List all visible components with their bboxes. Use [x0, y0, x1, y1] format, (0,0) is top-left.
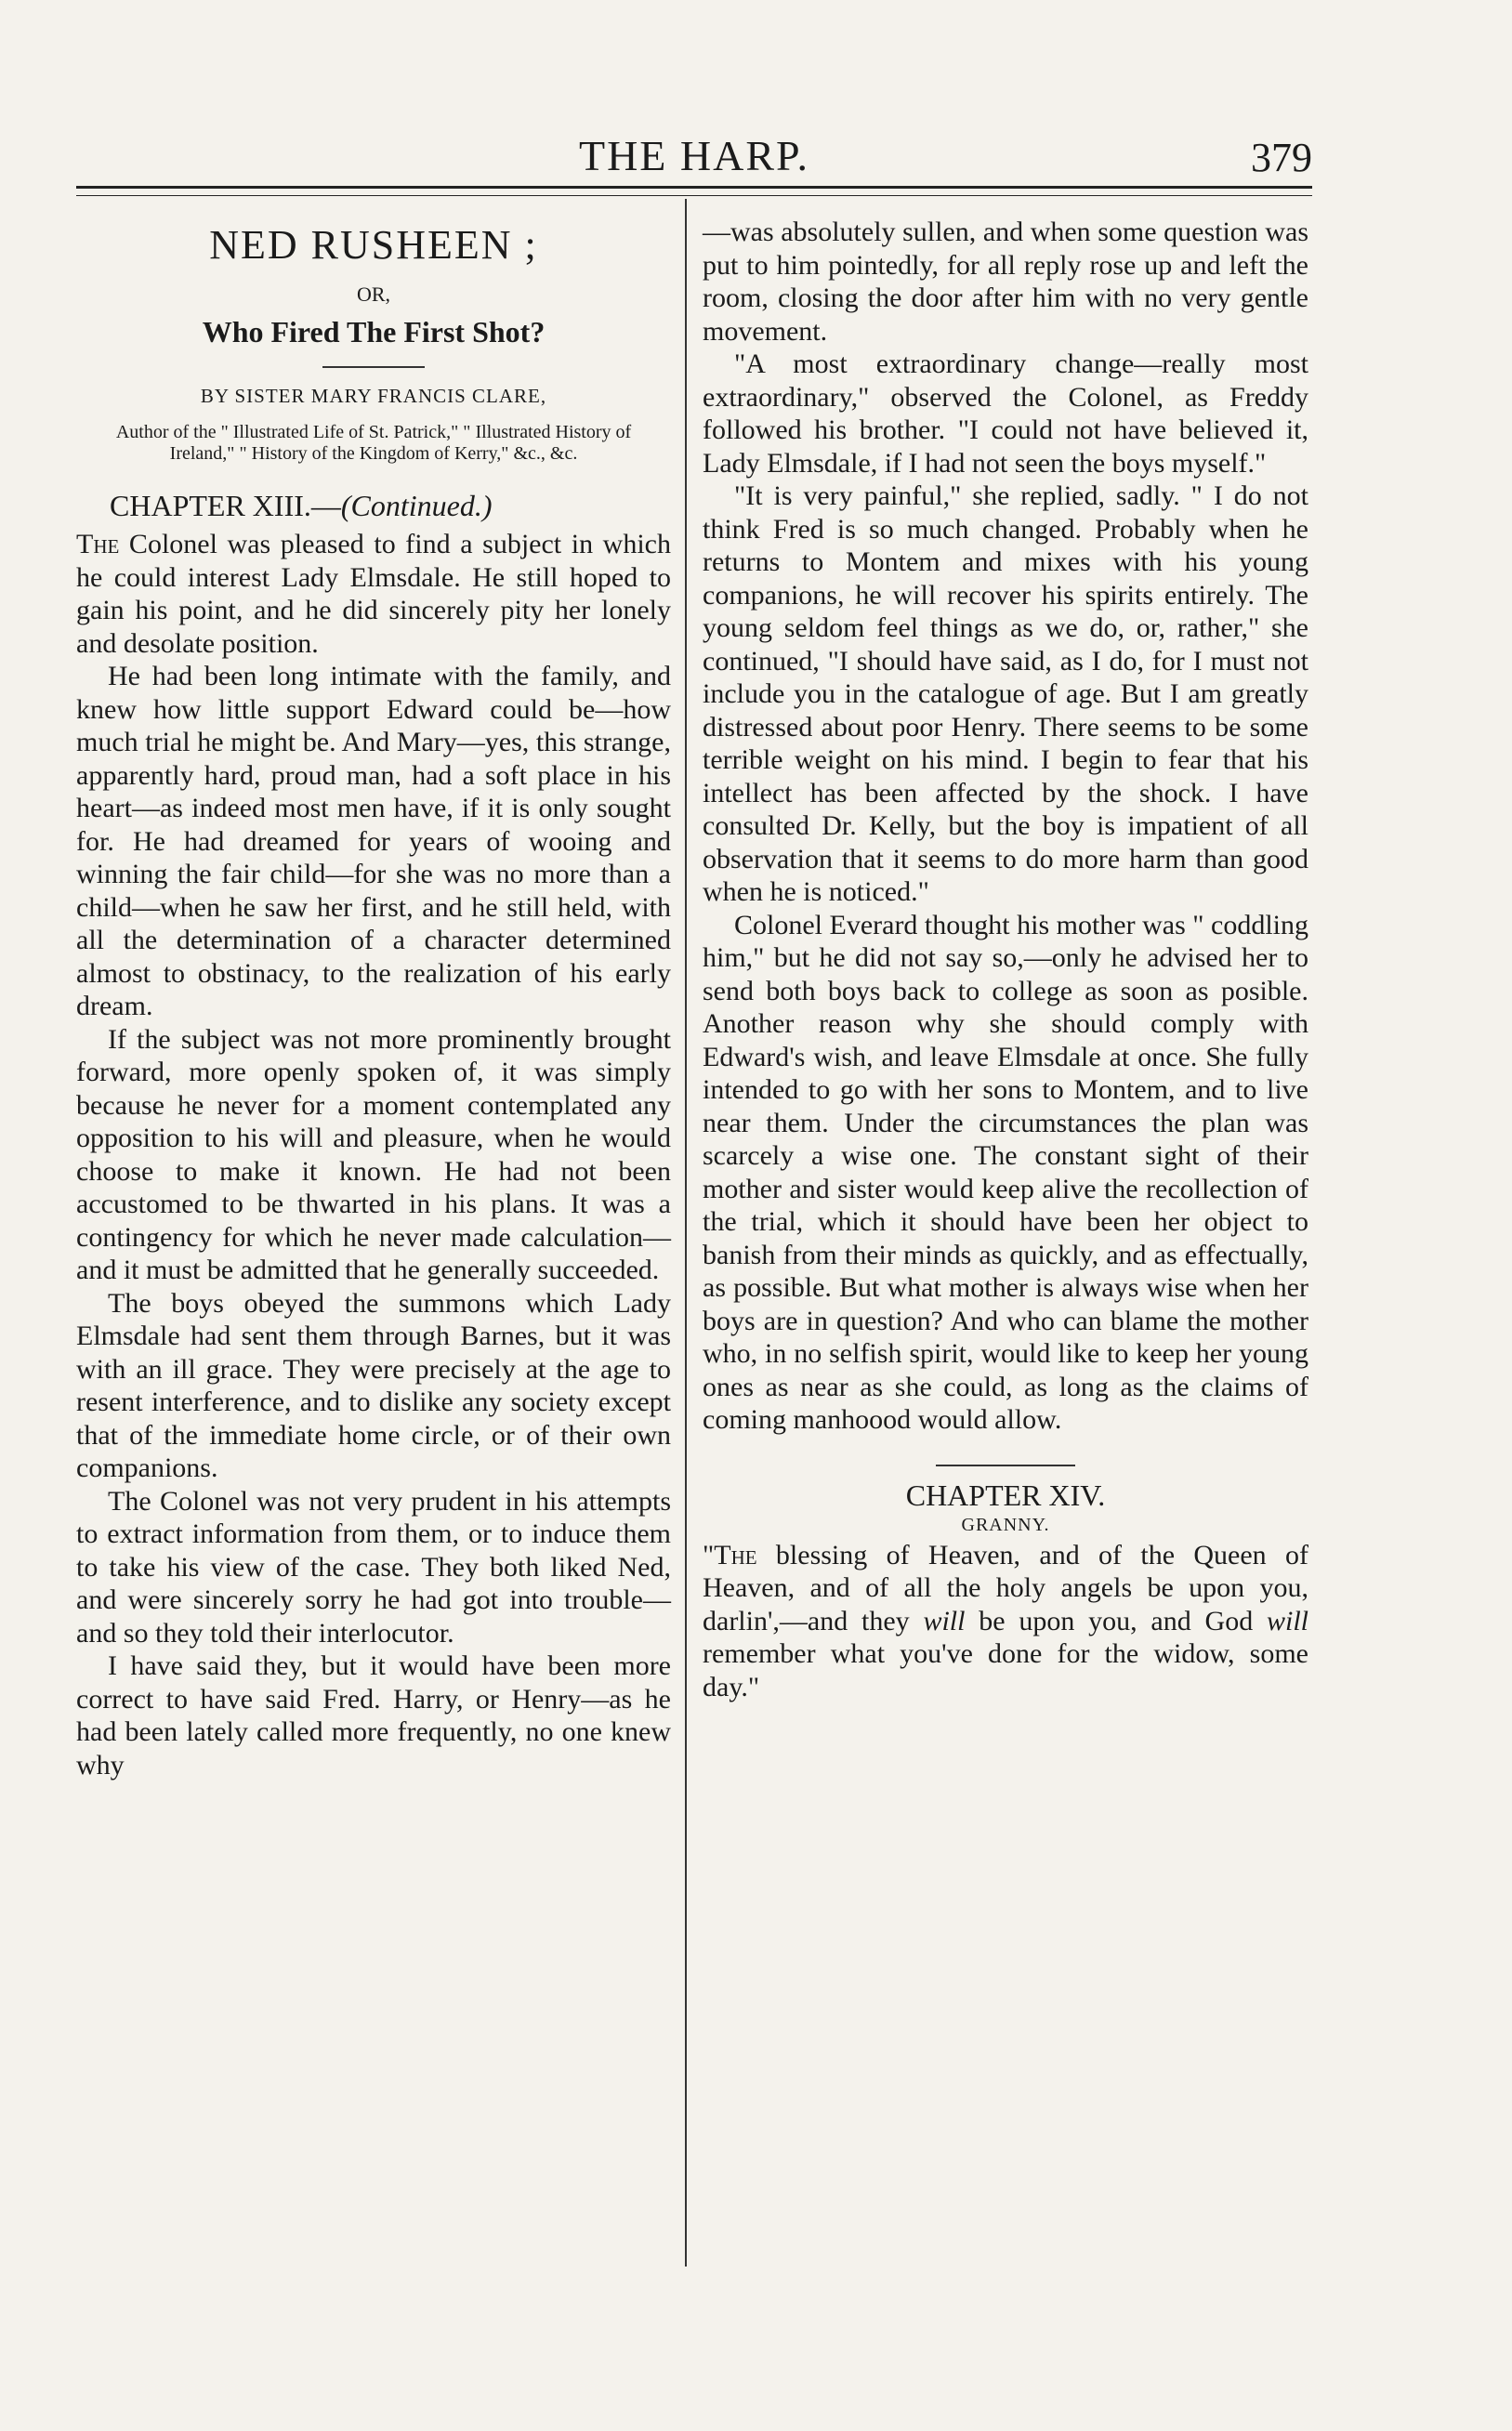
story-or: OR,: [356, 283, 391, 306]
header-rule-thin: [76, 195, 1312, 196]
paragraph-text-c: remember what you've done for the widow, some day.": [703, 1638, 1308, 1702]
drop-word: The: [76, 529, 120, 559]
chapter-divider-rule: [936, 1465, 1075, 1466]
chapter-14-heading: CHAPTER XIV.: [905, 1478, 1106, 1512]
left-column: [76, 216, 671, 1781]
emphasis-will-2: will: [1266, 1605, 1308, 1636]
chapter-14-paragraph-1: [703, 1539, 1308, 1704]
chapter-13-paragraph-5: The Colonel was not very prudent in his attempts to extract information from them, or to induce them to take his view of the case. They both liked Ned, and were sincerely sorry he had got into trouble—and so they told their interlocutor.: [76, 1485, 671, 1649]
paragraph-text-a: blessing of Heaven, and of the Queen of Heaven, and of all the holy angels be upon you, darlin',—and they: [703, 1539, 1308, 1636]
story-subtitle: Who Fired The First Shot?: [202, 315, 546, 348]
title-rule: [322, 366, 425, 368]
emphasis-will-1: will: [923, 1605, 966, 1636]
author-credits: Author of the " Illustrated Life of St. Patrick," " Illustrated History of Ireland," " History of the Kingdom of Kerry," &c., &c.: [115, 422, 632, 464]
chapter-13-paragraph-9: Colonel Everard thought his mother was " coddling him," but he did not say so,—only he advised her to send both boys back to college as soon as posible. Another reason why she should comply with Edward's wish, and leave Elmsdale at once. She fully intended to go with her sons to Montem, and to live near them. Under the circumstances the plan was scarcely a wise one. The constant sight of their mother and sister would keep alive the recollection of the trial, which it should have been her object to banish from their minds as quickly, and as effectually, as possible. But what mother is always wise when her boys are in question? And who can blame the mother who, in no selfish spirit, would like to keep her young ones as near as she could, as long as the claims of coming manhoood would allow.: [703, 909, 1308, 1435]
byline: BY SISTER MARY FRANCIS CLARE,: [200, 385, 547, 407]
header-rule: [76, 186, 1312, 189]
running-head: [76, 128, 1312, 186]
journal-title: THE HARP.: [578, 132, 810, 179]
page-number: 379: [1251, 135, 1312, 180]
story-title: NED RUSHEEN ;: [209, 222, 538, 268]
chapter-13-paragraph-4: The boys obeyed the summons which Lady Elmsdale had sent them through Barnes, but it was with an ill grace. They were precisely at the age to resent interference, and to dislike any society except that of the immediate home circle, or of their own companions.: [76, 1287, 671, 1483]
drop-word: "The: [703, 1539, 757, 1570]
column-divider: [685, 199, 687, 2267]
paragraph-text: Colonel was pleased to find a subject in which he could interest Lady Elmsdale. He still hoped to gain his point, and he did sincerely pity her lonely and desolate position.: [76, 529, 671, 659]
chapter-14-subheading: GRANNY.: [961, 1514, 1050, 1535]
chapter-13-title: CHAPTER XIII.—: [110, 489, 341, 522]
chapter-13-paragraph-6: I have said they, but it would have been more correct to have said Fred. Harry, or Henry—as he had been lately called more frequently, no one knew why: [76, 1650, 671, 1781]
right-column: [703, 216, 1308, 1703]
chapter-13-paragraph-8: "It is very painful," she replied, sadly. " I do not think Fred is so much changed. Probably when he returns to Montem and mixes with his young companions, he will recover his spirits entirely. The young seldom feel things as we do, or, rather," she continued, "I should have said, as I do, for I must not include you in the catalogue of age. But I am greatly distressed about poor Henry. There seems to be some terrible weight on his mind. I begin to fear that his intellect has been affected by the shock. I have consulted Dr. Kelly, but the boy is impatient of all observation that it seems to do more harm than good when he is noticed.": [703, 480, 1308, 907]
chapter-13-paragraph-7: "A most extraordinary change—really most extraordinary," observed the Colonel, as Freddy followed his brother. "I could not have believed it, Lady Elmsdale, if I had not seen the boys myself.": [703, 348, 1308, 479]
chapter-13-paragraph-2: He had been long intimate with the family, and knew how little support Edward could be—how much trial he might be. And Mary—yes, this strange, apparently hard, proud man, had a soft place in his heart—as indeed most men have, if it is only sought for. He had dreamed for years of wooing and winning the fair child—for she was no more than a child—when he saw her first, and he still held, with all the determination of a character determined almost to obstinacy, to the realization of his early dream.: [76, 661, 671, 1021]
chapter-13-heading: [110, 487, 671, 524]
chapter-13-paragraph-6-continued: —was absolutely sullen, and when some question was put to him pointedly, for all reply rose up and left the room, closing the door after him with no very gentle movement.: [703, 217, 1308, 347]
chapter-13-paragraph-1: [76, 528, 671, 660]
chapter-13-paragraph-3: If the subject was not more prominently brought forward, more openly spoken of, it was simply because he never for a moment contemplated any opposition to his will and pleasure, when he would choose to make it known. He had not been accustomed to be thwarted in his plans. It was a contingency for which he never made calculation—and it must be admitted that he generally succeeded.: [76, 1023, 671, 1285]
chapter-13-continued: (Continued.): [340, 489, 493, 522]
paragraph-text-b: be upon you, and God: [965, 1605, 1267, 1636]
